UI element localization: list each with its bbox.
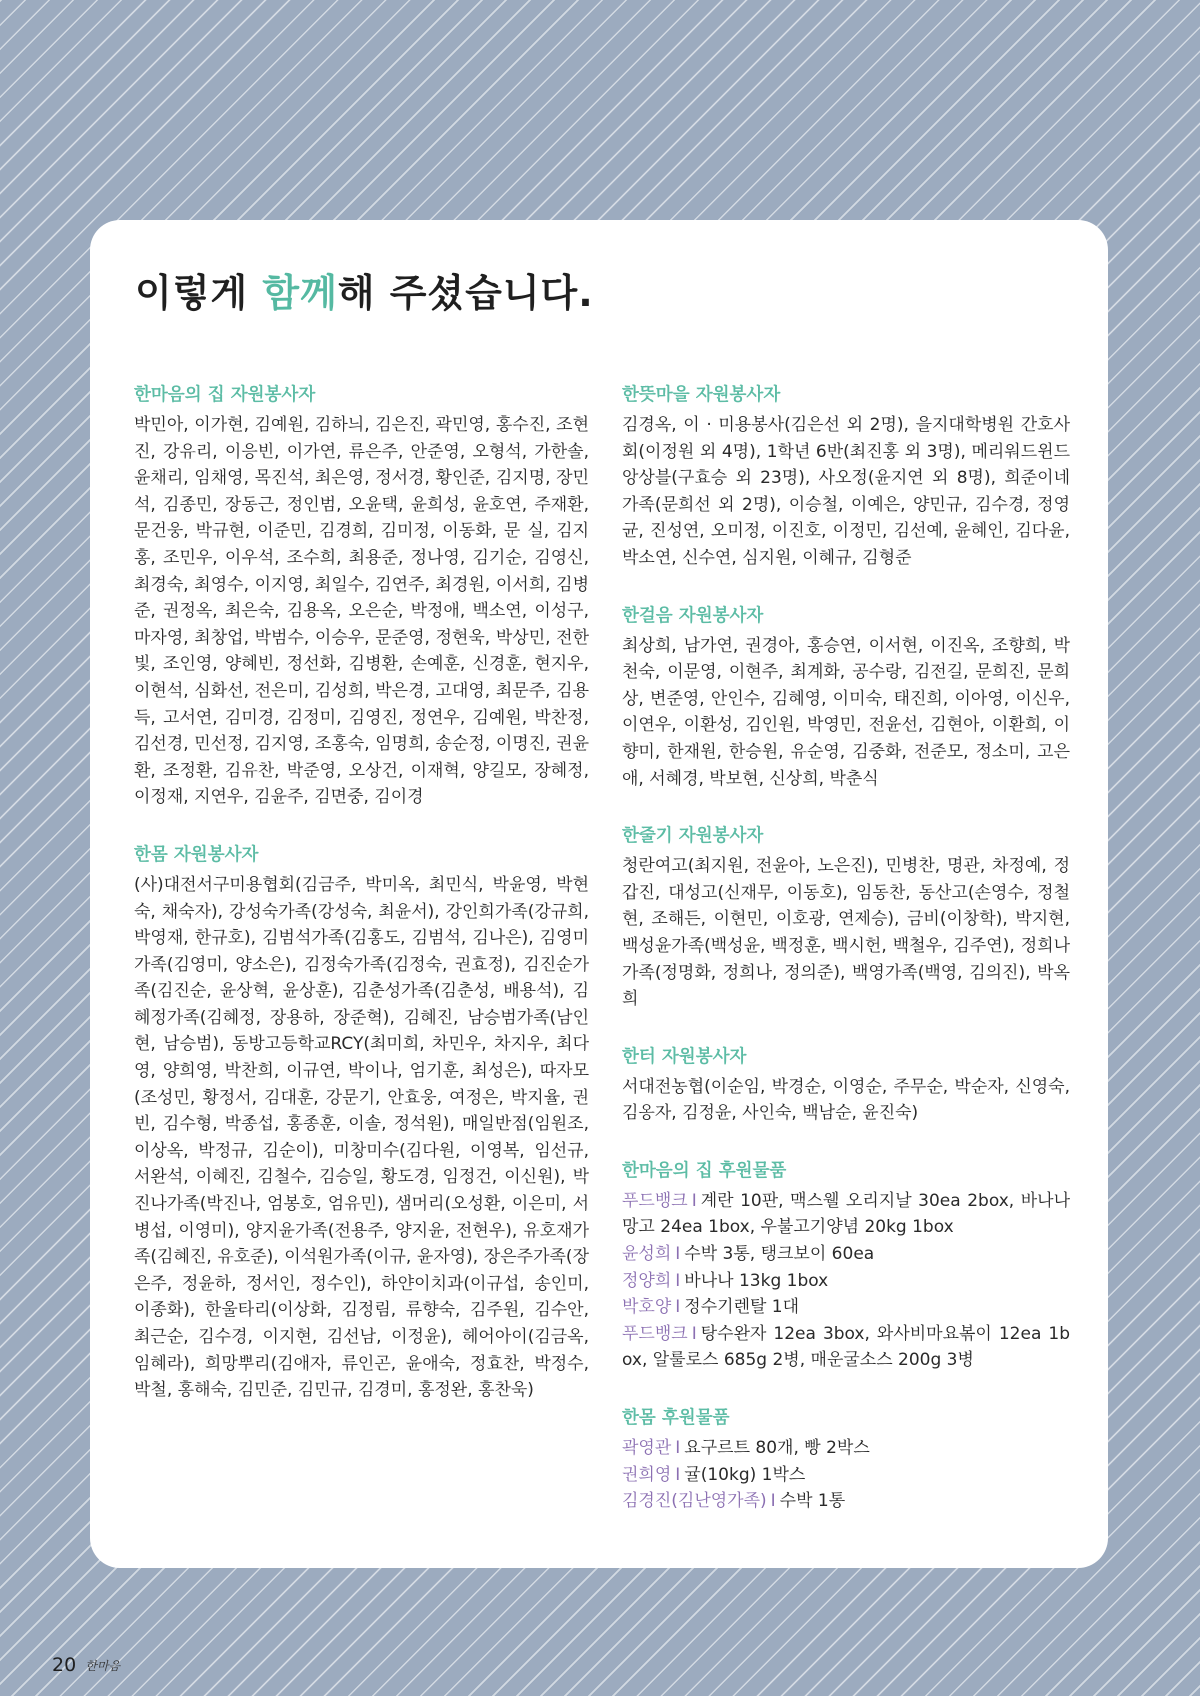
donor-separator: I [691,1323,697,1344]
content-card [90,220,1108,1568]
donation-items: 탕수완자 12ea 3box, 와사비마요볶이 12ea 1box, 알룰로스 685g 2병, 매운굴소스 200g 3병 [622,1323,1070,1371]
donor-name: 곽영관 [622,1438,672,1459]
donation-items: 수박 1통 [779,1491,846,1512]
donation-items: 바나나 13kg 1box [684,1270,829,1291]
section-heading: 한마음의 집 후원물품 [622,1160,787,1181]
donor-separator: I [675,1297,681,1318]
title-suffix: 해 주셨습니다. [337,271,594,315]
brand-logo: 한마음 [85,1658,121,1673]
section-body: 서대전농협(이순임, 박경순, 이영순, 주무순, 박순자, 신영숙, 김옹자, 김정윤, 사인숙, 백남순, 윤진숙) [622,1076,1070,1124]
section-body: (사)대전서구미용협회(김금주, 박미옥, 최민식, 박윤영, 박현숙, 채숙자), 강성숙가족(강성숙, 최윤서), 강인희가족(강규희, 박영재, 한규호), 김범석가족(김홍도, 김범석, 김나은), 김영미가족(김영미, 양소은), 김정숙가족(김정숙, 권효정), 김진순가족(김진순, 윤상혁, 윤상훈), 김춘성가족(김춘성, 배용석), 김혜정가족(김혜정, 장용하, 장준혁), 김혜진, 남승범가족(남인현, 남승범), 동방고등학교RCY(최미희, 차민우, 차지우, 최다영, 양희영, 박찬희, 이규연, 박이나, 엄기훈, 최성은), 따자모(조성민, 황정서, 김대훈, 강문기, 안효웅, 여정은, 박지율, 권빈, 김수형, 박종섭, 홍종훈, 이솔, 정석원), 매일반점(임원조, 이상옥, 박정규, 김순이), 미창미수(김다원, 이영복, 임선규, 서완석, 이혜진, 김철수, 김승일, 황도경, 임정건, 이신원), 박진나가족(박진나, 엄봉호, 엄유민), 샘머리(오성환, 이은미, 서병섭, 이영미), 양지윤가족(전용주, 양지윤, 전현우), 유호재가족(김혜진, 유호준), 이석원가족(이규, 윤자영), 장은주가족(장은주, 정윤하, 정서인, 정수인), 하얀이치과(이규섭, 송인미, 이종화), 한울타리(이상화, 김정림, 류향숙, 김주원, 김수안, 최근순, 김수경, 이지현, 김선남, 이정윤), 헤어아이(김금옥, 임혜라), 희망뿌리(김애자, 류인곤, 윤애숙, 정효찬, 박정수, 박철, 홍해숙, 김민준, 김민규, 김경미, 홍정완, 홍찬욱) [134,874,589,1401]
section-body: 최상희, 남가연, 권경아, 홍승연, 이서현, 이진옥, 조향희, 박천숙, 이문영, 이현주, 최계화, 공수랑, 김전길, 문희진, 문희상, 변준영, 안인수, 김혜영, 이미숙, 태진희, 이아영, 이신우, 이연우, 이환성, 김인원, 박영민, 전윤선, 김현아, 이환희, 이향미, 한재원, 한승원, 유순영, 김중화, 전준모, 정소미, 고은애, 서혜경, 박보현, 신상희, 박춘식 [622,635,1070,789]
donor-name: 정양희 [622,1270,672,1291]
left-column [134,382,589,1435]
section-heading: 한마음의 집 자원봉사자 [134,385,316,405]
section-hanmom-donations [622,1405,1070,1515]
section-heading: 한터 자원봉사자 [622,1046,747,1067]
donation-item [622,1294,1070,1321]
donation-list [622,1435,1070,1515]
donation-items: 요구르트 80개, 빵 2박스 [684,1438,870,1459]
section-hanmom-volunteers [134,842,589,1404]
donor-separator: I [675,1270,681,1291]
donor-separator: I [675,1438,681,1459]
title-highlight: 함께 [262,271,338,315]
donor-name: 윤성희 [622,1244,672,1265]
donor-name: 권희영 [622,1464,672,1485]
donation-item [622,1241,1070,1268]
donor-separator: I [691,1190,697,1211]
section-heading: 한몸 자원봉사자 [134,844,259,865]
page-title [135,262,594,317]
section-heading: 한뜻마을 자원봉사자 [622,385,781,405]
donation-item [622,1268,1070,1295]
donor-name: 푸드뱅크 [622,1190,688,1211]
page-number: 20 [52,1654,77,1676]
donation-item [622,1435,1070,1462]
donation-item [622,1188,1070,1241]
section-hanjulgi-volunteers [622,823,1070,1013]
section-home-donations [622,1158,1070,1374]
section-body: 김경옥, 이 · 미용봉사(김은선 외 2명), 을지대학병원 간호사회(이정원 외 4명), 1학년 6반(최진홍 외 3명), 메리워드윈드 앙상블(구효승 외 23명), 사오정(윤지연 외 8명), 희준이네 가족(문희선 외 2명), 이승철, 이예은, 양민규, 김수경, 정영균, 진성연, 오미정, 이진호, 이정민, 김선예, 윤혜인, 김다윤, 박소연, 신수연, 심지원, 이혜규, 김형준 [622,415,1070,568]
donation-list [622,1188,1070,1374]
section-hanmaeum-volunteers [134,382,589,811]
donation-item [622,1488,1070,1515]
page-footer [52,1654,120,1680]
donation-items: 정수기렌탈 1대 [684,1297,800,1318]
section-heading: 한줄기 자원봉사자 [622,826,764,847]
donor-name: 푸드뱅크 [622,1323,688,1344]
donation-item [622,1462,1070,1489]
section-hantteut-volunteers [622,382,1070,572]
donor-separator: I [770,1491,776,1512]
donor-name: 박호양 [622,1297,672,1318]
donation-items: 귤(10kg) 1박스 [684,1464,806,1485]
donation-items: 수박 3통, 탱크보이 60ea [684,1244,875,1265]
donor-separator: I [675,1464,681,1485]
section-hanteo-volunteers [622,1044,1070,1127]
section-body: 박민아, 이가현, 김예원, 김하늬, 김은진, 곽민영, 홍수진, 조현진, 강유리, 이응빈, 이가연, 류은주, 안준영, 오형석, 가한솔, 윤채리, 임채영, 목진석, 최은영, 정서경, 황인준, 김지명, 장민석, 김종민, 장동근, 정인범, 오윤택, 윤희성, 윤호연, 주재환, 문건웅, 박규현, 이준민, 김경희, 김미정, 이동화, 문 실, 김지홍, 조민우, 이우석, 조수희, 최용준, 정나영, 김기순, 김영신, 최경숙, 최영수, 이지영, 최일수, 김연주, 최경원, 이서희, 김병준, 권정옥, 최은숙, 김용옥, 오은순, 박정애, 백소연, 이성구, 마자영, 최창업, 박범수, 이승우, 문준영, 정현욱, 박상민, 전한빛, 조인영, 양혜빈, 정선화, 김병환, 손예훈, 신경훈, 현지우, 이현석, 심화선, 전은미, 김성희, 박은경, 고대영, 최문주, 김용득, 고서연, 김미경, 김정미, 김영진, 정연우, 김예원, 박찬정, 김선경, 민선정, 김지영, 조홍숙, 임명희, 송순정, 이명진, 권윤환, 조정환, 김유찬, 박준영, 오상건, 이재혁, 양길모, 장혜정, 이정재, 지연우, 김윤주, 김면중, 김이경 [134,415,589,808]
section-heading: 한몸 후원물품 [622,1408,730,1429]
right-column [622,382,1070,1546]
donation-items: 계란 10판, 맥스웰 오리지날 30ea 2box, 바나나망고 24ea 1box, 우불고기양념 20kg 1box [622,1190,1070,1238]
title-prefix: 이렇게 [135,271,263,315]
donor-name: 김경진(김난영가족) [622,1491,767,1512]
donor-separator: I [675,1244,681,1265]
section-heading: 한걸음 자원봉사자 [622,605,764,626]
donation-item [622,1321,1070,1374]
section-body: 청란여고(최지원, 전윤아, 노은진), 민병찬, 명관, 차정예, 정갑진, 대성고(신재무, 이동호), 임동찬, 동산고(손영수, 정철현, 조해든, 이현민, 이호광, 연제승), 금비(이창학), 박지현, 백성윤가족(백성윤, 백정훈, 백시헌, 백철우, 김주연), 정희나가족(정명화, 정희나, 정의준), 백영가족(백영, 김의진), 박옥희 [622,856,1070,1010]
section-hangeoleum-volunteers [622,603,1070,793]
